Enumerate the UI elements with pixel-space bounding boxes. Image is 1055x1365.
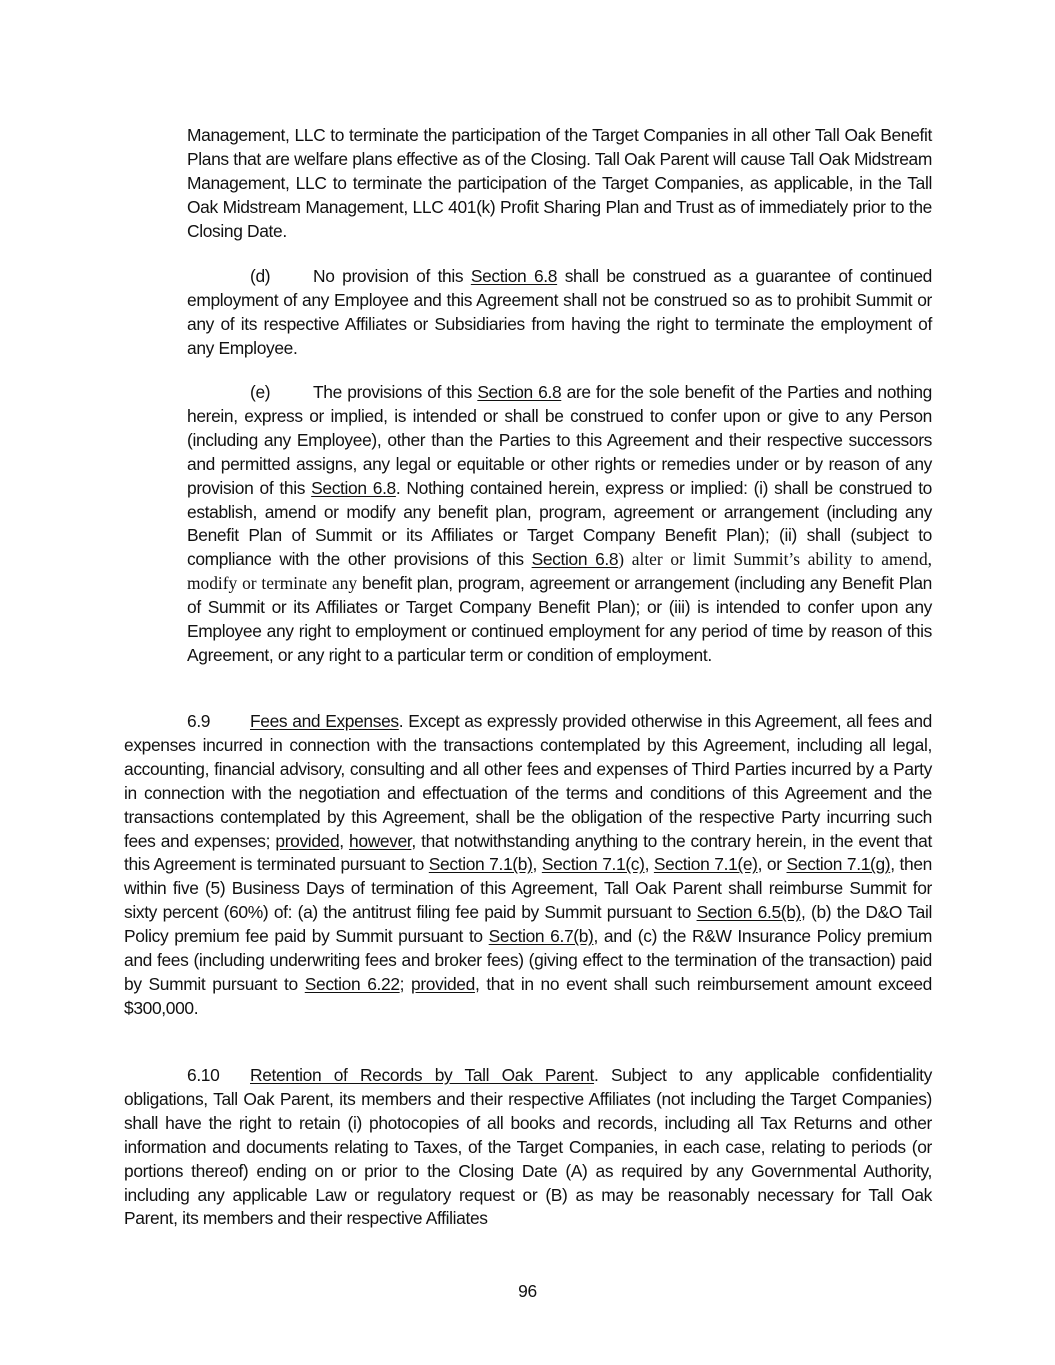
section-heading: Retention of Records by Tall Oak Parent	[250, 1065, 595, 1085]
paragraph-6-8-c-continued	[124, 124, 932, 244]
paragraph-text: Management, LLC to terminate the participation of the Target Companies in all other Tall Oak Benefit Plans that are welfare plans effective as of the Closing. Tall Oak Parent will cause Tall Oak Midstream Management, LLC to terminate the participation of the Target Companies, as applicable, in the Tall Oak Midstream Management, LLC 401(k) Profit Sharing Plan and Trust as of immediately prior to the Closing Date.	[187, 125, 932, 241]
however-term: however	[349, 830, 412, 851]
section-heading: Fees and Expenses	[250, 711, 399, 731]
section-6-10: 6.10 Retention of Records by Tall Oak Parent. Subject to any applicable confidentiality obligations, Tall Oak Parent, its members and their respective Affiliates (not including the Target Companies) shall have the right to retain (i) photocopies of all books and records, including all Tax Returns and other information and documents relating to Taxes, of the Target Companies, in each case, relating to periods (or portions thereof) ending on or prior to the Closing Date (A) as required by any Governmental Authority, including any applicable Law or regulatory request or (B) as may be reasonably necessary for Tall Oak Parent, its members and their respective Affiliates	[124, 1065, 932, 1229]
section-reference: Section 7.1(c)	[541, 854, 645, 875]
section-reference: Section 6.8	[477, 382, 562, 402]
section-reference: Section 6.7(b)	[488, 926, 594, 947]
section-reference: Section 6.8	[311, 477, 396, 498]
section-number: 6.10	[187, 1065, 220, 1085]
section-6-9: 6.9 Fees and Expenses. Except as expressly provided otherwise in this Agreement, all fees and expenses incurred in connection with the transactions contemplated by this Agreement, including all legal, accounting, financial advisory, consulting and all other fees and expenses of Third Parties incurred by a Party in connection with the negotiation and effectuation of the terms and conditions of this Agreement and the transactions contemplated by this Agreement, shall be the obligation of the respective Party incurring such fees and expenses; provided, however, that notwithstanding anything to the contrary herein, in the event that this Agreement is terminated pursuant to Section 7.1(b), Section 7.1(c), Section 7.1(e), or Section 7.1(g), then within five (5) Business Days of termination of this Agreement, Tall Oak Parent shall reimburse Summit for sixty percent (60%) of: (a) the antitrust filing fee paid by Summit pursuant to Section 6.5(b), (b) the D&O Tail Policy premium fee paid by Summit pursuant to Section 6.7(b), and (c) the R&W Insurance Policy premium and fees (including underwriting fees and broker fees) (giving effect to the termination of the transaction) paid by Summit pursuant to Section 6.22; provided, that in no event shall such reimbursement amount exceed $300,000.	[124, 711, 932, 1018]
section-number: 6.9	[187, 711, 211, 731]
section-reference: Section 7.1(g)	[786, 854, 891, 875]
section-reference: Section 6.8	[470, 266, 558, 286]
section-reference: Section 6.8	[531, 549, 619, 570]
provided-term: provided	[275, 830, 340, 851]
page-number: 96	[518, 1281, 537, 1301]
section-reference: Section 7.1(e)	[653, 854, 758, 875]
paragraph-label: (d)	[250, 266, 271, 286]
section-reference: Section 7.1(b)	[428, 854, 533, 875]
section-reference: Section 6.22	[304, 973, 400, 994]
paragraph-label: (e)	[250, 382, 271, 402]
section-reference: Section 6.5(b)	[696, 902, 801, 923]
paragraph-6-8-d: (d) No provision of this Section 6.8 shall be construed as a guarantee of continued employment of any Employee and this Agreement shall not be construed so as to prohibit Summit or any of its respective Affiliates or Subsidiaries from having the right to terminate the employment of any Employee.	[187, 266, 932, 358]
provided-term: provided	[411, 973, 475, 994]
paragraph-6-8-e: (e) The provisions of this Section 6.8 are for the sole benefit of the Parties and nothing herein, express or implied, is intended or shall be construed to confer upon or give to any Person (including any Employee), other than the Parties to this Agreement and their respective successors and permitted assigns, any legal or equitable or other rights or remedies under or by reason of any provision of this Section 6.8. Nothing contained herein, express or implied: (i) shall be construed to establish, amend or modify any benefit plan, program, agreement or arrangement (including any Benefit Plan of Summit or its Affiliates or Target Company Benefit Plan); (ii) shall (subject to compliance with the other provisions of this Section 6.8) alter or limit Summit’s ability to amend, modify or terminate any benefit plan, program, agreement or arrangement (including any Benefit Plan of Summit or its Affiliates or Target Company Benefit Plan); or (iii) is intended to confer upon any Employee any right to employment or continued employment for any period of time by reason of this Agreement, or any right to a particular term or condition of employment.	[187, 382, 932, 665]
